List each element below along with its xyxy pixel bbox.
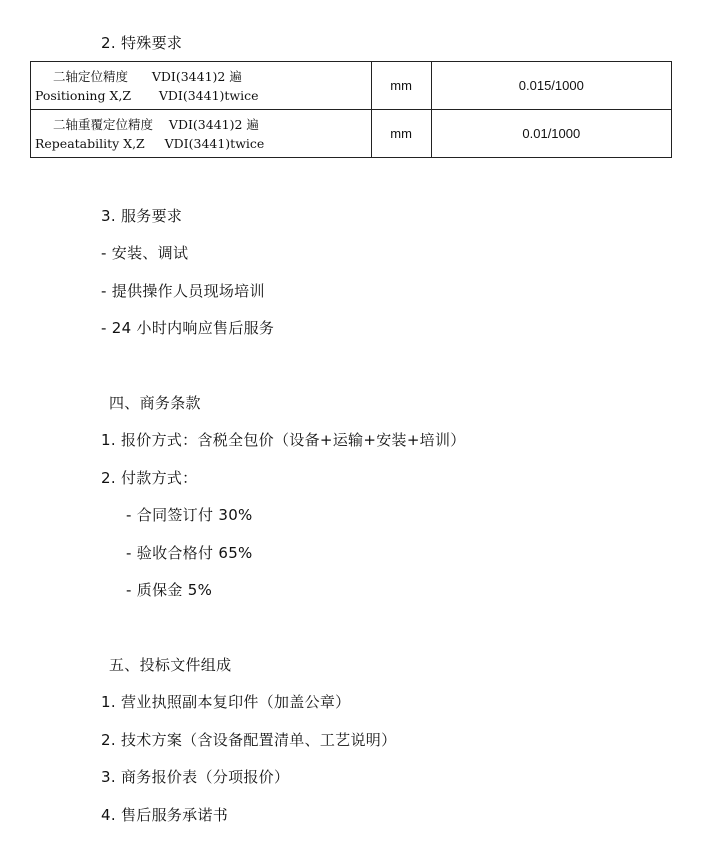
list-item: 2. 技术方案（含设备配置清单、工艺说明）: [101, 731, 397, 749]
list-item: - 24 小时内响应售后服务: [101, 319, 275, 337]
business-terms-heading: 四、商务条款: [109, 394, 201, 412]
unit-cell: mm: [371, 110, 431, 158]
list-item: 3. 商务报价表（分项报价）: [101, 768, 290, 786]
parameter-name-zh: 二轴重覆定位精度: [53, 116, 154, 132]
bid-documents-heading: 五、投标文件组成: [109, 656, 232, 674]
table-row: [31, 110, 672, 158]
parameter-standard-en: VDI(3441)twice: [158, 87, 259, 103]
table-row: [31, 62, 672, 110]
payment-item: - 验收合格付 65%: [126, 544, 253, 562]
list-item: - 安装、调试: [101, 244, 189, 262]
accuracy-spec-table: [30, 61, 672, 158]
payment-item: - 质保金 5%: [126, 581, 213, 599]
list-item: 1. 报价方式：含税全包价（设备+运输+安装+培训）: [101, 431, 466, 449]
list-item: 4. 售后服务承诺书: [101, 806, 229, 824]
parameter-name-en: Repeatability X,Z: [35, 135, 145, 151]
unit-cell: mm: [371, 62, 431, 110]
payment-item: - 合同签订付 30%: [126, 506, 253, 524]
value-cell: 0.01/1000: [431, 110, 671, 158]
parameter-standard-zh: VDI(3441)2 遍: [151, 68, 242, 84]
parameter-name-zh: 二轴定位精度: [53, 68, 129, 84]
parameter-cell: [31, 110, 372, 158]
service-requirements-heading: 3. 服务要求: [101, 207, 183, 225]
special-requirements-heading: 2. 特殊要求: [101, 34, 183, 52]
list-item: - 提供操作人员现场培训: [101, 282, 265, 300]
value-cell: 0.015/1000: [431, 62, 671, 110]
parameter-standard-zh: VDI(3441)2 遍: [168, 116, 259, 132]
parameter-cell: [31, 62, 372, 110]
list-item: 1. 营业执照副本复印件（加盖公章）: [101, 693, 351, 711]
parameter-standard-en: VDI(3441)twice: [164, 135, 265, 151]
parameter-name-en: Positioning X,Z: [35, 87, 132, 103]
list-item: 2. 付款方式：: [101, 469, 198, 487]
